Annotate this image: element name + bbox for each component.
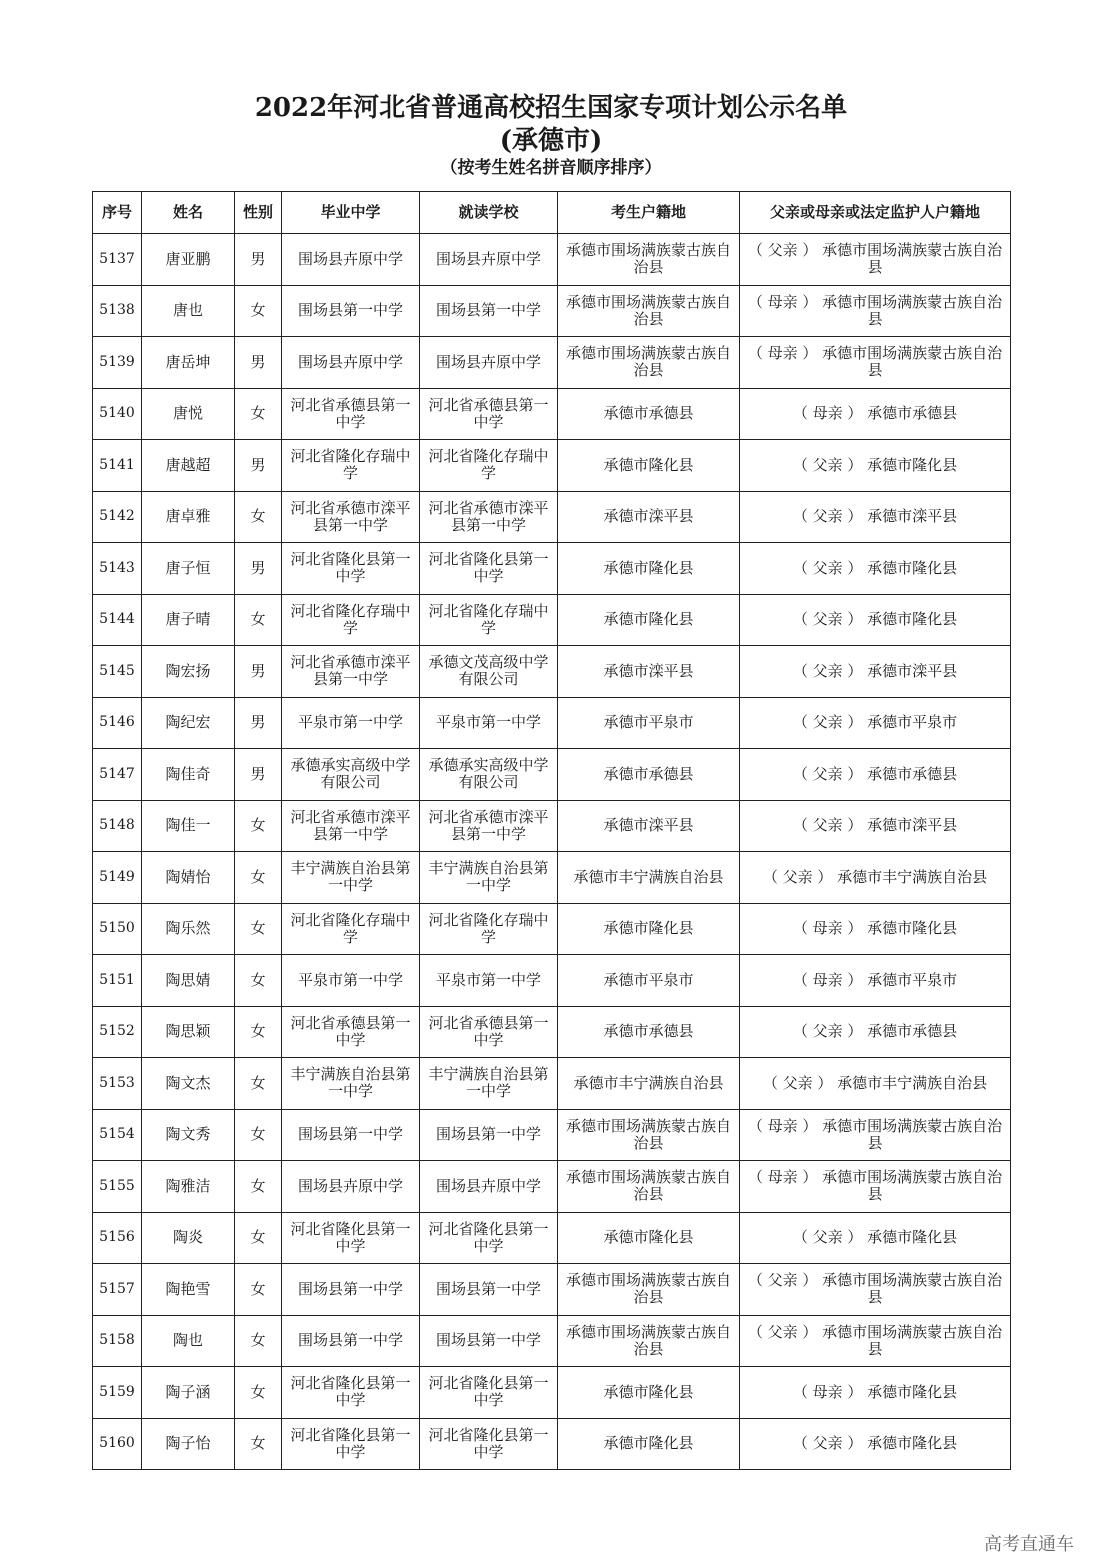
roster-table [92,191,1011,1470]
table-row [93,337,1011,389]
cell-name: 陶也 [142,1315,235,1367]
cell-name: 陶佳奇 [142,749,235,801]
table-row [93,1161,1011,1213]
table-row [93,1264,1011,1316]
cell-student-hukou: 承德市滦平县 [558,800,740,852]
cell-name: 唐悦 [142,388,235,440]
cell-name: 陶婧怡 [142,852,235,904]
cell-gender: 女 [235,1264,282,1316]
cell-gender: 女 [235,852,282,904]
cell-student-hukou: 承德市围场满族蒙古族自治县 [558,234,740,286]
cell-student-hukou: 承德市围场满族蒙古族自治县 [558,1161,740,1213]
cell-student-hukou: 承德市围场满族蒙古族自治县 [558,1315,740,1367]
cell-guardian-hukou: （ 父亲 ） 承德市平泉市 [740,697,1011,749]
cell-current-school: 丰宁满族自治县第一中学 [420,852,558,904]
cell-graduate-school: 河北省承德市滦平县第一中学 [282,491,420,543]
cell-graduate-school: 河北省隆化县第一中学 [282,1212,420,1264]
cell-student-hukou: 承德市平泉市 [558,697,740,749]
cell-gender: 女 [235,1315,282,1367]
table-row [93,697,1011,749]
cell-student-hukou: 承德市隆化县 [558,594,740,646]
cell-guardian-hukou: （ 母亲 ） 承德市平泉市 [740,955,1011,1007]
cell-gender: 女 [235,955,282,1007]
cell-current-school: 河北省承德市滦平县第一中学 [420,800,558,852]
cell-current-school: 承德文茂高级中学有限公司 [420,646,558,698]
table-row [93,749,1011,801]
cell-student-hukou: 承德市承德县 [558,1006,740,1058]
cell-gender: 男 [235,337,282,389]
cell-guardian-hukou: （ 母亲 ） 承德市围场满族蒙古族自治县 [740,1109,1011,1161]
cell-seq: 5149 [93,852,142,904]
cell-gender: 女 [235,285,282,337]
table-row [93,1418,1011,1470]
cell-gender: 男 [235,234,282,286]
cell-guardian-hukou: （ 父亲 ） 承德市丰宁满族自治县 [740,1058,1011,1110]
cell-current-school: 围场县卉原中学 [420,234,558,286]
cell-guardian-hukou: （ 父亲 ） 承德市丰宁满族自治县 [740,852,1011,904]
col-header-gender: 性别 [235,192,282,234]
cell-guardian-hukou: （ 父亲 ） 承德市滦平县 [740,646,1011,698]
sort-note: （按考生姓名拼音顺序排序） [440,158,662,178]
cell-guardian-hukou: （ 母亲 ） 承德市围场满族蒙古族自治县 [740,285,1011,337]
cell-name: 陶思颖 [142,1006,235,1058]
cell-name: 陶文秀 [142,1109,235,1161]
cell-current-school: 河北省承德市滦平县第一中学 [420,491,558,543]
table-row [93,543,1011,595]
cell-gender: 女 [235,1418,282,1470]
cell-seq: 5156 [93,1212,142,1264]
cell-gender: 女 [235,800,282,852]
cell-seq: 5158 [93,1315,142,1367]
cell-seq: 5155 [93,1161,142,1213]
cell-gender: 女 [235,1058,282,1110]
cell-graduate-school: 河北省隆化存瑞中学 [282,594,420,646]
cell-student-hukou: 承德市滦平县 [558,491,740,543]
cell-student-hukou: 承德市围场满族蒙古族自治县 [558,1109,740,1161]
col-header-current-school: 就读学校 [420,192,558,234]
cell-gender: 男 [235,749,282,801]
cell-student-hukou: 承德市滦平县 [558,646,740,698]
cell-graduate-school: 围场县第一中学 [282,285,420,337]
cell-guardian-hukou: （ 母亲 ） 承德市隆化县 [740,903,1011,955]
cell-current-school: 河北省隆化存瑞中学 [420,440,558,492]
table-row [93,594,1011,646]
cell-name: 唐越超 [142,440,235,492]
col-header-guardian-hukou: 父亲或母亲或法定监护人户籍地 [740,192,1011,234]
cell-seq: 5138 [93,285,142,337]
cell-graduate-school: 河北省承德市滦平县第一中学 [282,800,420,852]
cell-seq: 5150 [93,903,142,955]
cell-guardian-hukou: （ 父亲 ） 承德市围场满族蒙古族自治县 [740,234,1011,286]
cell-name: 陶思婧 [142,955,235,1007]
cell-graduate-school: 丰宁满族自治县第一中学 [282,1058,420,1110]
cell-name: 唐子晴 [142,594,235,646]
cell-seq: 5152 [93,1006,142,1058]
cell-name: 陶佳一 [142,800,235,852]
cell-name: 陶纪宏 [142,697,235,749]
cell-name: 陶炎 [142,1212,235,1264]
table-row [93,1006,1011,1058]
cell-graduate-school: 河北省承德市滦平县第一中学 [282,646,420,698]
table-row [93,440,1011,492]
cell-seq: 5144 [93,594,142,646]
table-row [93,1212,1011,1264]
cell-gender: 女 [235,594,282,646]
table-row [93,903,1011,955]
col-header-name: 姓名 [142,192,235,234]
cell-current-school: 河北省隆化存瑞中学 [420,594,558,646]
cell-graduate-school: 河北省隆化县第一中学 [282,1367,420,1419]
cell-seq: 5143 [93,543,142,595]
cell-name: 唐亚鹏 [142,234,235,286]
cell-guardian-hukou: （ 父亲 ） 承德市隆化县 [740,543,1011,595]
cell-graduate-school: 围场县第一中学 [282,1264,420,1316]
cell-graduate-school: 围场县第一中学 [282,1109,420,1161]
cell-graduate-school: 河北省承德县第一中学 [282,1006,420,1058]
cell-student-hukou: 承德市围场满族蒙古族自治县 [558,285,740,337]
cell-graduate-school: 围场县卉原中学 [282,1161,420,1213]
cell-guardian-hukou: （ 母亲 ） 承德市隆化县 [740,1367,1011,1419]
cell-graduate-school: 丰宁满族自治县第一中学 [282,852,420,904]
table-row [93,1058,1011,1110]
cell-student-hukou: 承德市隆化县 [558,1418,740,1470]
cell-gender: 女 [235,1212,282,1264]
cell-student-hukou: 承德市隆化县 [558,440,740,492]
cell-seq: 5148 [93,800,142,852]
cell-name: 唐子恒 [142,543,235,595]
table-header-row [93,192,1011,234]
cell-student-hukou: 承德市围场满族蒙古族自治县 [558,337,740,389]
table-row [93,646,1011,698]
cell-guardian-hukou: （ 母亲 ） 承德市围场满族蒙古族自治县 [740,337,1011,389]
cell-guardian-hukou: （ 父亲 ） 承德市围场满族蒙古族自治县 [740,1264,1011,1316]
table-row [93,955,1011,1007]
cell-current-school: 承德承实高级中学有限公司 [420,749,558,801]
cell-current-school: 河北省承德县第一中学 [420,388,558,440]
cell-current-school: 围场县第一中学 [420,1264,558,1316]
cell-guardian-hukou: （ 父亲 ） 承德市隆化县 [740,594,1011,646]
cell-guardian-hukou: （ 母亲 ） 承德市围场满族蒙古族自治县 [740,1161,1011,1213]
cell-graduate-school: 河北省隆化县第一中学 [282,1418,420,1470]
cell-name: 陶子怡 [142,1418,235,1470]
cell-name: 陶雅洁 [142,1161,235,1213]
cell-guardian-hukou: （ 父亲 ） 承德市隆化县 [740,440,1011,492]
table-row [93,1315,1011,1367]
col-header-seq: 序号 [93,192,142,234]
table-row [93,1109,1011,1161]
page-title: 2022年河北省普通高校招生国家专项计划公示名单 [254,93,848,123]
cell-guardian-hukou: （ 父亲 ） 承德市滦平县 [740,491,1011,543]
col-header-student-hukou: 考生户籍地 [558,192,740,234]
cell-seq: 5160 [93,1418,142,1470]
cell-graduate-school: 围场县卉原中学 [282,234,420,286]
cell-seq: 5137 [93,234,142,286]
cell-seq: 5153 [93,1058,142,1110]
table-row [93,388,1011,440]
cell-current-school: 河北省隆化县第一中学 [420,543,558,595]
cell-guardian-hukou: （ 父亲 ） 承德市滦平县 [740,800,1011,852]
cell-seq: 5142 [93,491,142,543]
cell-student-hukou: 承德市平泉市 [558,955,740,1007]
cell-student-hukou: 承德市隆化县 [558,543,740,595]
cell-current-school: 河北省隆化县第一中学 [420,1212,558,1264]
cell-seq: 5140 [93,388,142,440]
cell-graduate-school: 围场县第一中学 [282,1315,420,1367]
cell-current-school: 河北省承德县第一中学 [420,1006,558,1058]
cell-current-school: 围场县第一中学 [420,285,558,337]
cell-student-hukou: 承德市承德县 [558,388,740,440]
cell-current-school: 河北省隆化存瑞中学 [420,903,558,955]
cell-guardian-hukou: （ 父亲 ） 承德市承德县 [740,749,1011,801]
cell-seq: 5157 [93,1264,142,1316]
table-row [93,491,1011,543]
cell-current-school: 河北省隆化县第一中学 [420,1418,558,1470]
cell-guardian-hukou: （ 父亲 ） 承德市隆化县 [740,1418,1011,1470]
cell-seq: 5159 [93,1367,142,1419]
cell-name: 陶宏扬 [142,646,235,698]
page-subtitle: (承德市) [499,126,603,156]
cell-student-hukou: 承德市围场满族蒙古族自治县 [558,1264,740,1316]
cell-student-hukou: 承德市隆化县 [558,1367,740,1419]
cell-gender: 女 [235,491,282,543]
cell-seq: 5145 [93,646,142,698]
cell-student-hukou: 承德市隆化县 [558,903,740,955]
table-row [93,1367,1011,1419]
cell-graduate-school: 平泉市第一中学 [282,697,420,749]
cell-gender: 女 [235,1161,282,1213]
cell-student-hukou: 承德市丰宁满族自治县 [558,1058,740,1110]
cell-current-school: 围场县卉原中学 [420,337,558,389]
cell-graduate-school: 河北省隆化存瑞中学 [282,440,420,492]
cell-student-hukou: 承德市丰宁满族自治县 [558,852,740,904]
cell-gender: 女 [235,388,282,440]
cell-current-school: 围场县第一中学 [420,1315,558,1367]
cell-name: 陶艳雪 [142,1264,235,1316]
cell-graduate-school: 承德承实高级中学有限公司 [282,749,420,801]
watermark: 高考直通车 [984,1534,1074,1555]
cell-gender: 男 [235,543,282,595]
cell-gender: 男 [235,697,282,749]
cell-seq: 5154 [93,1109,142,1161]
cell-name: 唐岳坤 [142,337,235,389]
cell-seq: 5146 [93,697,142,749]
cell-gender: 男 [235,646,282,698]
cell-guardian-hukou: （ 父亲 ） 承德市隆化县 [740,1212,1011,1264]
cell-graduate-school: 河北省承德县第一中学 [282,388,420,440]
cell-guardian-hukou: （ 父亲 ） 承德市围场满族蒙古族自治县 [740,1315,1011,1367]
table-row [93,285,1011,337]
cell-graduate-school: 平泉市第一中学 [282,955,420,1007]
table-row [93,800,1011,852]
cell-graduate-school: 河北省隆化县第一中学 [282,543,420,595]
cell-gender: 女 [235,1006,282,1058]
cell-seq: 5141 [93,440,142,492]
cell-current-school: 丰宁满族自治县第一中学 [420,1058,558,1110]
cell-current-school: 平泉市第一中学 [420,955,558,1007]
cell-gender: 女 [235,903,282,955]
cell-current-school: 围场县第一中学 [420,1109,558,1161]
cell-graduate-school: 围场县卉原中学 [282,337,420,389]
cell-student-hukou: 承德市隆化县 [558,1212,740,1264]
cell-name: 陶乐然 [142,903,235,955]
cell-guardian-hukou: （ 父亲 ） 承德市承德县 [740,1006,1011,1058]
cell-name: 陶子涵 [142,1367,235,1419]
cell-seq: 5151 [93,955,142,1007]
cell-current-school: 平泉市第一中学 [420,697,558,749]
cell-name: 陶文杰 [142,1058,235,1110]
cell-graduate-school: 河北省隆化存瑞中学 [282,903,420,955]
cell-student-hukou: 承德市承德县 [558,749,740,801]
cell-seq: 5147 [93,749,142,801]
cell-gender: 女 [235,1367,282,1419]
cell-gender: 男 [235,440,282,492]
cell-guardian-hukou: （ 母亲 ） 承德市承德县 [740,388,1011,440]
cell-name: 唐卓雅 [142,491,235,543]
cell-name: 唐也 [142,285,235,337]
table-row [93,852,1011,904]
cell-current-school: 河北省隆化县第一中学 [420,1367,558,1419]
cell-current-school: 围场县卉原中学 [420,1161,558,1213]
table-row [93,234,1011,286]
cell-gender: 女 [235,1109,282,1161]
cell-seq: 5139 [93,337,142,389]
col-header-graduate-school: 毕业中学 [282,192,420,234]
